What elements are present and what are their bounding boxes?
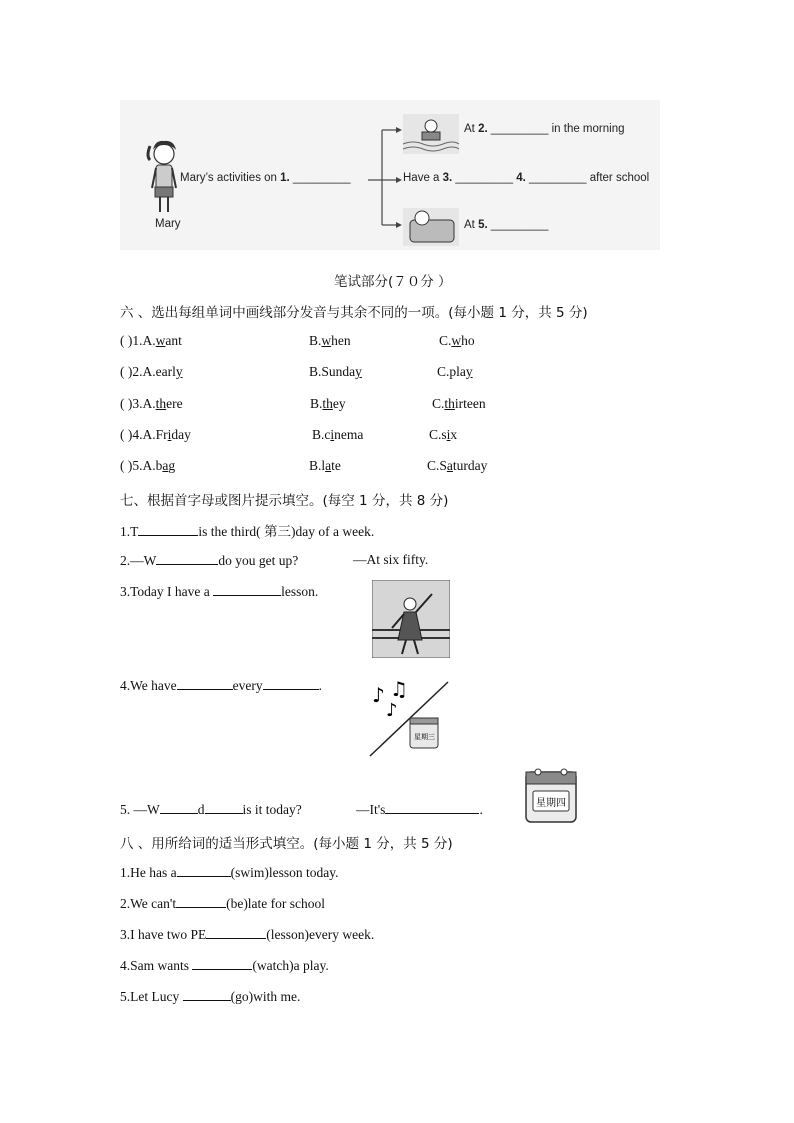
list-item: 1.He has a (swim)lesson today. <box>120 865 339 880</box>
option-c: C.who <box>439 333 475 348</box>
answer-blank[interactable] <box>156 552 218 565</box>
music-calendar-picture <box>368 676 450 758</box>
list-item: ( )4.A.Friday <box>120 427 191 442</box>
calendar-big-label: 星期四 <box>536 798 566 809</box>
mary-figure <box>148 141 176 212</box>
answer-blank[interactable] <box>177 864 231 877</box>
list-item: 3.I have two PE (lesson)every week. <box>120 927 375 942</box>
answer-blank[interactable] <box>183 988 231 1001</box>
dancing-picture <box>372 580 450 658</box>
person-label: Mary <box>155 218 181 230</box>
calendar-thursday-picture <box>520 764 582 826</box>
list-item: 2.We can't (be)late for school <box>120 896 326 911</box>
question-7-3: 3.Today I have a lesson. <box>120 584 319 599</box>
answer-blank[interactable] <box>160 801 198 814</box>
written-part-title: 笔试部分(７０分 ） <box>334 274 452 290</box>
question-7-2: 2.—W do you get up? <box>120 553 299 568</box>
question-7-5: 5. —W d is it today? <box>120 802 302 817</box>
music-note-icon: ♪ <box>386 700 398 721</box>
answer-blank[interactable] <box>138 523 198 536</box>
option-b: B.they <box>310 396 346 411</box>
sleeping-picture <box>403 208 459 246</box>
section6-title: 六 、选出每组单词中画线部分发音与其余不同的一项。(每小题 1 分，共 5 分) <box>120 305 588 321</box>
answer-blank[interactable] <box>385 801 479 814</box>
answer-blank[interactable] <box>177 677 233 690</box>
list-item: ( )2.A.early <box>120 364 183 379</box>
question-7-5-answer: —It's . <box>356 802 483 817</box>
option-c: C.thirteen <box>432 396 486 411</box>
list-item: ( )1.A.want <box>120 333 182 348</box>
section7-title: 七、根据首字母或图片提示填空。(每空 1 分，共 8 分) <box>120 493 449 509</box>
option-c: C.Saturday <box>427 458 488 473</box>
calendar-small-label: 星期三 <box>414 733 435 741</box>
music-note-icon: ♫ <box>390 677 408 701</box>
branch-night: At 5. _________ <box>464 219 549 231</box>
option-b: B.cinema <box>312 427 364 442</box>
list-item: 5.Let Lucy (go)with me. <box>120 989 301 1004</box>
question-7-1: 1.T is the third( 第三)day of a week. <box>120 524 375 539</box>
list-item: ( )3.A.there <box>120 396 183 411</box>
question-7-2-answer: —At six fifty. <box>353 552 429 567</box>
activities-label: Mary’s activities on 1. _________ <box>180 172 351 184</box>
activities-diagram <box>120 100 660 250</box>
answer-blank[interactable] <box>176 895 226 908</box>
option-c: C.play <box>437 364 473 379</box>
list-item: 4.Sam wants (watch)a play. <box>120 958 329 973</box>
answer-blank[interactable] <box>206 926 266 939</box>
option-b: B.late <box>309 458 341 473</box>
answer-blank[interactable] <box>263 677 319 690</box>
option-b: B.Sunday <box>309 364 362 379</box>
answer-blank[interactable] <box>213 583 281 596</box>
list-item: ( )5.A.bag <box>120 458 176 473</box>
branch-after-school: Have a 3. _________ 4. _________ after school <box>403 172 650 184</box>
music-note-icon: ♪ <box>372 683 385 707</box>
section8-title: 八 、用所给词的适当形式填空。(每小题 1 分，共 5 分) <box>120 836 453 852</box>
answer-blank[interactable] <box>205 801 243 814</box>
branch-morning: At 2. _________ in the morning <box>464 123 625 135</box>
option-c: C.six <box>429 427 458 442</box>
swimming-picture <box>403 114 459 154</box>
option-b: B.when <box>309 333 351 348</box>
question-7-4: 4.We have every . <box>120 678 322 693</box>
answer-blank[interactable] <box>192 957 252 970</box>
